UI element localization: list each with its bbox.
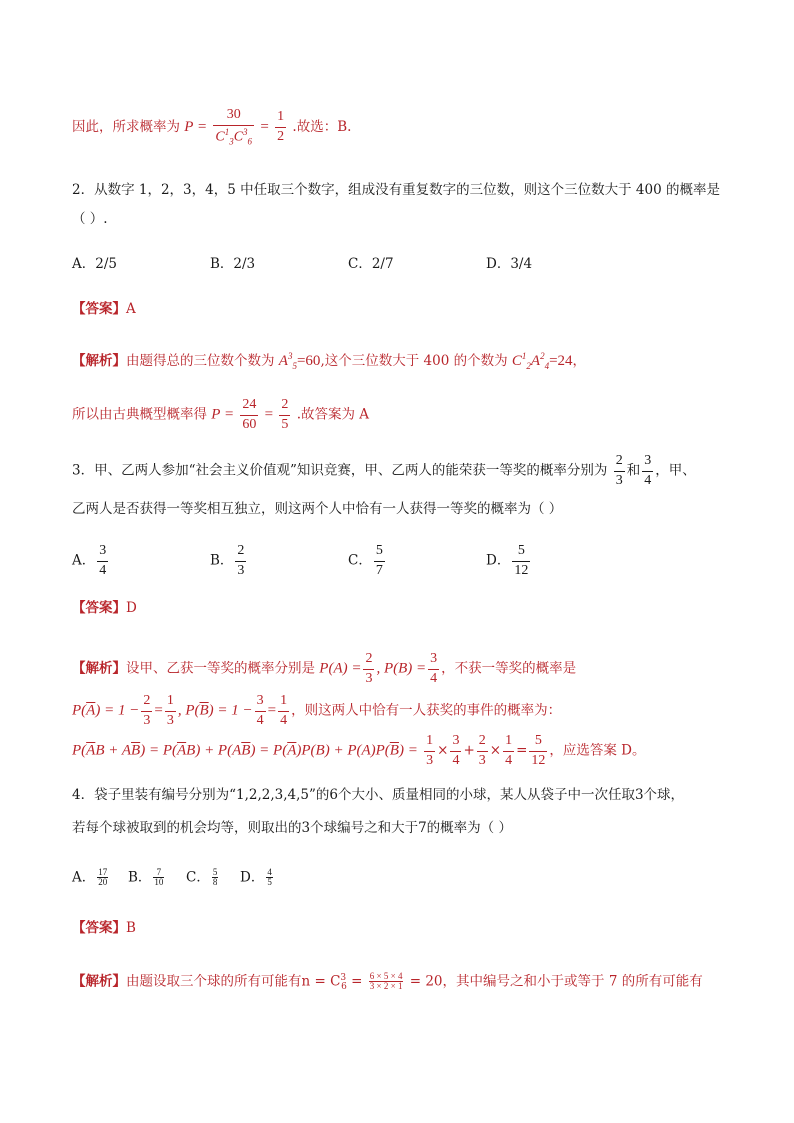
q4-analysis-line1: 【解析】由题设取三个球的所有可能有$n = C^3_6$ = $\frac{6 \times 5 \times 4}{3 \times 2 \times 1}$ = 20，其中编号之和小于或等于 7 的所有可能有 xyxy=(72,971,703,993)
conclusion-tail: .故选：B. xyxy=(292,118,352,135)
conclusion-line: 因此，所求概率为 P = $\frac{30}{C^1_3C^3_6}$ = $\frac{1}{2}$ .故选：B. xyxy=(72,107,352,147)
q2-analysis-line2: 所以由古典概型概率得 P = $\frac{24}{60}$ = $\frac{2}{5}$ .故答案为 A xyxy=(72,397,370,432)
q4-answer: 【答案】B xyxy=(72,920,136,936)
q3-analysis-line3: $P(\overline{A}B + A\overline{B}) = P(\overline{A}B) + P(A\overline{B}) = P(\overline{A})P(B) + P(A)P(\overline{B})$ = $\frac{1}{3}$ × $\frac{3}{4}$ + $\frac{2}{3}$ × $\frac{1}{4}$ = $\frac{5}{12}$ ，应选答案 D。 xyxy=(72,733,646,768)
probability-fraction: $\frac{30}{C^1_3C^3_6}$ xyxy=(215,107,253,147)
q2-analysis-line1: 【解析】由题得总的三位数个数为 $A^3_5=60$,这个三位数大于 400 的个数为 $C^1_2A^2_4=24$， xyxy=(72,351,587,371)
q3-answer: 【答案】D xyxy=(72,600,137,616)
q2-option-d: D．3/4 xyxy=(486,256,533,272)
q4-stem-line2: 若每个球被取到的机会均等，则取出的3个球编号之和大于7的概率为（ ） xyxy=(72,820,512,836)
conclusion-prefix: 因此，所求概率为 xyxy=(72,118,180,135)
q4-stem-line1: 4．袋子里装有编号分别为“1,2,2,3,4,5”的6个大小、质量相同的小球，某人从袋子中一次任取3个球， xyxy=(72,787,685,803)
q3-analysis-line2: $P(\overline{A}) = 1$ − $\frac{2}{3}$ = $\frac{1}{3}$ , $P(\overline{B}) = 1$ − $\frac{3}{4}$ = $\frac{1}{4}$ ，则这两人中恰有一人获奖的事件的概率为： xyxy=(72,693,562,728)
q2-option-c: C．2/7 xyxy=(348,256,394,272)
q4-options: A． $\frac{17}{20}$ B． $\frac{7}{10}$ C． $\frac{5}{8}$ D． $\frac{4}{5}$ xyxy=(72,867,272,888)
q3-analysis-line1: 【解析】设甲、乙获一等奖的概率分别是 P(A) = $\frac{2}{3}$ , P(B) = $\frac{3}{4}$ ，不获一等奖的概率是 xyxy=(72,651,577,686)
q2-answer: 【答案】A xyxy=(72,301,136,317)
q2-options xyxy=(72,258,532,272)
q2-option-b: B．2/3 xyxy=(210,256,256,272)
q2-option-a: A．2/5 xyxy=(72,256,117,272)
q3-stem-line2: 乙两人是否获得一等奖相互独立，则这两个人中恰有一人获得一等奖的概率为（ ） xyxy=(72,501,563,517)
q3-stem-line1: 3．甲、乙两人参加“社会主义价值观”知识竞赛，甲、乙两人的能荣获一等奖的概率分别为 $\frac{2}{3}$ 和 $\frac{3}{4}$ ，甲、 xyxy=(72,453,696,488)
formula-p: P = xyxy=(184,118,208,135)
q3-options: A． $\frac{3}{4}$ B． $\frac{2}{3}$ C． $\frac{5}{7}$ D． $\frac{5}{12}$ xyxy=(72,543,529,578)
q2-stem-line2: （ ）. xyxy=(72,211,108,227)
q2-stem-line1: 2．从数字 1，2，3，4，5 中任取三个数字，组成没有重复数字的三位数，则这个三位数大于 400 的概率是 xyxy=(72,182,720,198)
half-fraction: $\frac{1}{2}$ xyxy=(277,109,285,144)
